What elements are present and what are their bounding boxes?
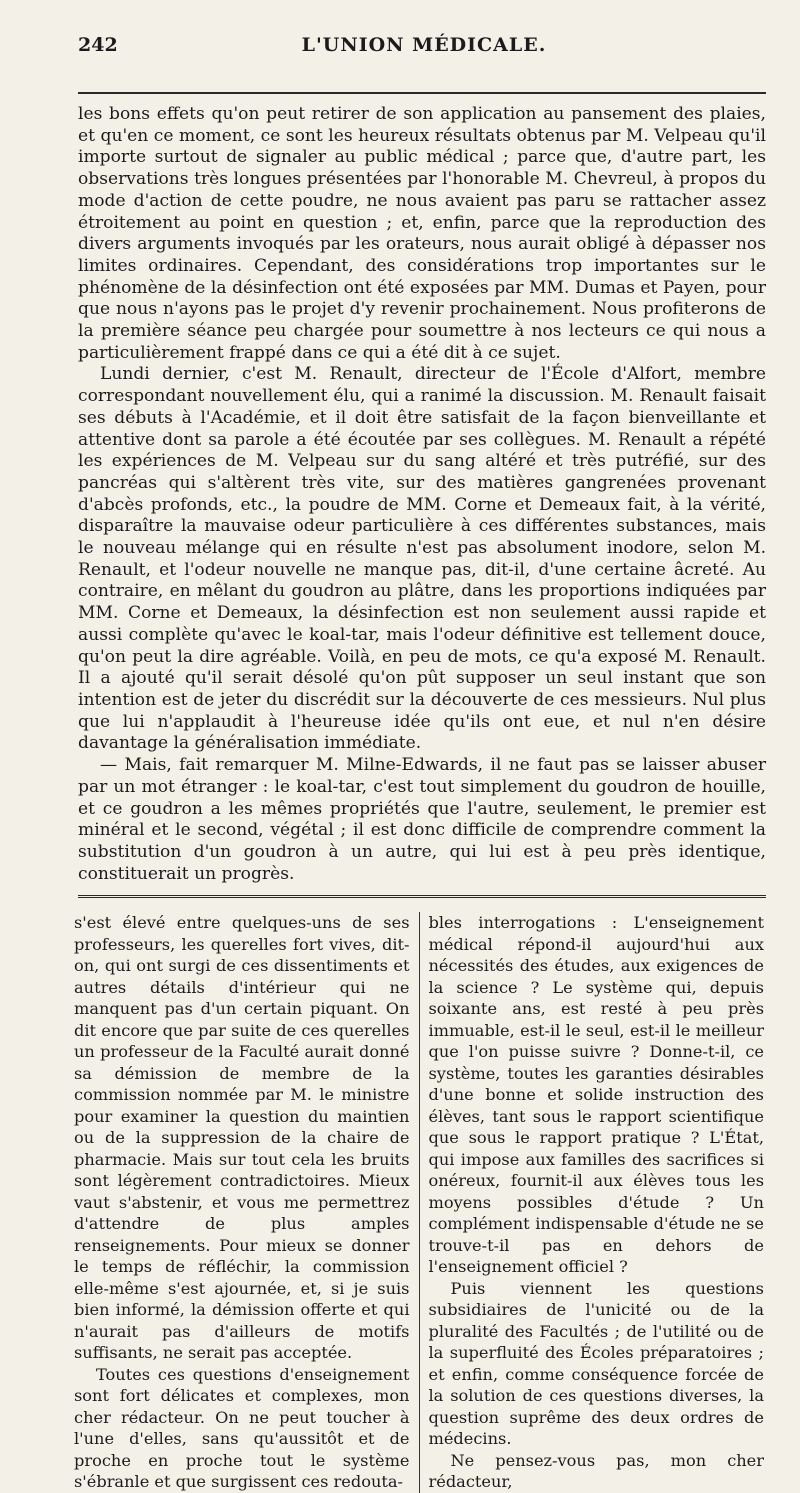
right-column — [429, 912, 765, 1493]
paragraph: Ne pensez-vous pas, mon cher rédacteur, — [428, 1450, 764, 1492]
feuilleton-separator — [78, 895, 766, 898]
paragraph: Toutes ces questions d'enseignement sont fort délicates et complexes, mon cher rédacteur. On ne peut toucher à l'une d'elles, sans qu'aussitôt et de proche en proche tout le système s'ébranle et que surgissent ces redouta- — [74, 1364, 410, 1492]
paragraph: Lundi dernier, c'est M. Renault, directeur de l'École d'Alfort, membre correspondant nouvellement élu, qui a ranimé la discussion. M. Renault faisait ses débuts à l'Académie, et il doit être satisfait de la façon bienveillante et attentive dont sa parole a été écoutée par ses collègues. M. Renault a répété les expériences de M. Velpeau sur du sang altéré et très putréfié, sur des pancréas qui s'altèrent très vite, sur des matières gangrenées provenant d'abcès profonds, etc., la poudre de MM. Corne et Demeaux fait, à la vérité, disparaître la mauvaise odeur particulière à ces différentes substances, mais le nouveau mélange qui en résulte n'est pas absolument inodore, selon M. Renault, et l'odeur nouvelle ne manque pas, dit-il, d'une certaine âcreté. Au contraire, en mêlant du goudron au plâtre, dans les proportions indiquées par MM. Corne et Demeaux, la désinfection est non seulement aussi rapide et aussi complète qu'avec le koal-tar, mais l'odeur définitive est tellement douce, qu'on peut la dire agréable. Voilà, en peu de mots, ce qu'a exposé M. Renault. Il a ajouté qu'il serait désolé qu'on pût supposer un seul instant que son intention est de jeter du discrédit sur la découverte de ces messieurs. Nul plus que lui n'applaudit à l'heureuse idée qu'ils ont eue, et nul n'en désire davantage la généralisation immédiate. — [78, 364, 766, 754]
paragraph: bles interrogations : L'enseignement médical répond-il aujourd'hui aux nécessités des études, aux exigences de la science ? Le système qui, depuis soixante ans, est resté à peu près immuable, est-il le seul, est-il le meilleur que l'on puisse suivre ? Donne-t-il, ce système, toutes les garanties désirables d'une bonne et solide instruction des élèves, tant sous le rapport scientifique que sous le rapport pratique ? L'État, qui impose aux familles des sacrifices si onéreux, fournit-il aux élèves tous les moyens possibles d'étude ? Un complément indispensable d'étude ne se trouve-t-il pas en dehors de l'enseignement officiel ? — [428, 913, 764, 1277]
left-column — [74, 912, 410, 1493]
paragraph: — Mais, fait remarquer M. Milne-Edwards, il ne faut pas se laisser abuser par un mot étranger : le koal-tar, c'est tout simplement du goudron de houille, et ce goudron a les mêmes propriétés que l'autre, seulement, le premier est minéral et le second, végétal ; il est donc difficile de comprendre comment la substitution d'un goudron à un autre, qui lui est à peu près identique, constituerait un progrès. — [78, 755, 766, 884]
page-header — [78, 28, 770, 64]
feuilleton-columns — [74, 912, 764, 1493]
header-rule — [78, 92, 766, 94]
main-article-text — [78, 104, 766, 885]
journal-title: L'UNION MÉDICALE. — [301, 34, 547, 56]
paragraph: s'est élevé entre quelques-uns de ses professeurs, les querelles fort vives, dit-on, qui ont surgi de ces dissentiments et autres détails d'intérieur qui ne manquent pas d'un certain piquant. On dit encore que par suite de ces querelles un professeur de la Faculté aurait donné sa démission de membre de la commission nommée par M. le ministre pour examiner la question du maintien ou de la suppression de la chaire de pharmacie. Mais sur tout cela les bruits sont légèrement contradictoires. Mieux vaut s'abstenir, et vous me permettrez d'attendre de plus amples renseignements. Pour mieux se donner le temps de réfléchir, la commission elle-même s'est ajournée, et, si je suis bien informé, la démission offerte et qui n'aurait pas d'ailleurs de motifs suffisants, ne serait pas acceptée. — [74, 913, 410, 1363]
column-divider — [419, 912, 420, 1493]
paragraph: les bons effets qu'on peut retirer de son application au pansement des plaies, et qu'en ce moment, ce sont les heureux résultats obtenus par M. Velpeau qu'il importe surtout de signaler au public médical ; parce que, d'autre part, les observations très longues présentées par l'honorable M. Chevreul, à propos du mode d'action de cette poudre, ne nous avaient pas paru se rattacher assez étroitement au point en question ; et, enfin, parce que la reproduction des divers arguments invoqués par les orateurs, nous aurait obligé à dépasser nos limites ordinaires. Cependant, des considérations trop importantes sur le phénomène de la désinfection ont été exposées par MM. Dumas et Payen, pour que nous n'ayons pas le projet d'y revenir prochainement. Nous profiterons de la première séance peu chargée pour soumettre à nos lecteurs ce qui nous a particulièrement frappé dans ce qui a été dit à ce sujet. — [78, 104, 766, 363]
page-number: 242 — [78, 34, 118, 56]
paragraph: Puis viennent les questions subsidiaires de l'unicité ou de la pluralité des Facultés ; de l'utilité ou de la superfluité des Écoles préparatoires ; et enfin, comme conséquence forcée de la solution de ces questions diverses, la question suprême des deux ordres de médecins. — [428, 1278, 764, 1449]
